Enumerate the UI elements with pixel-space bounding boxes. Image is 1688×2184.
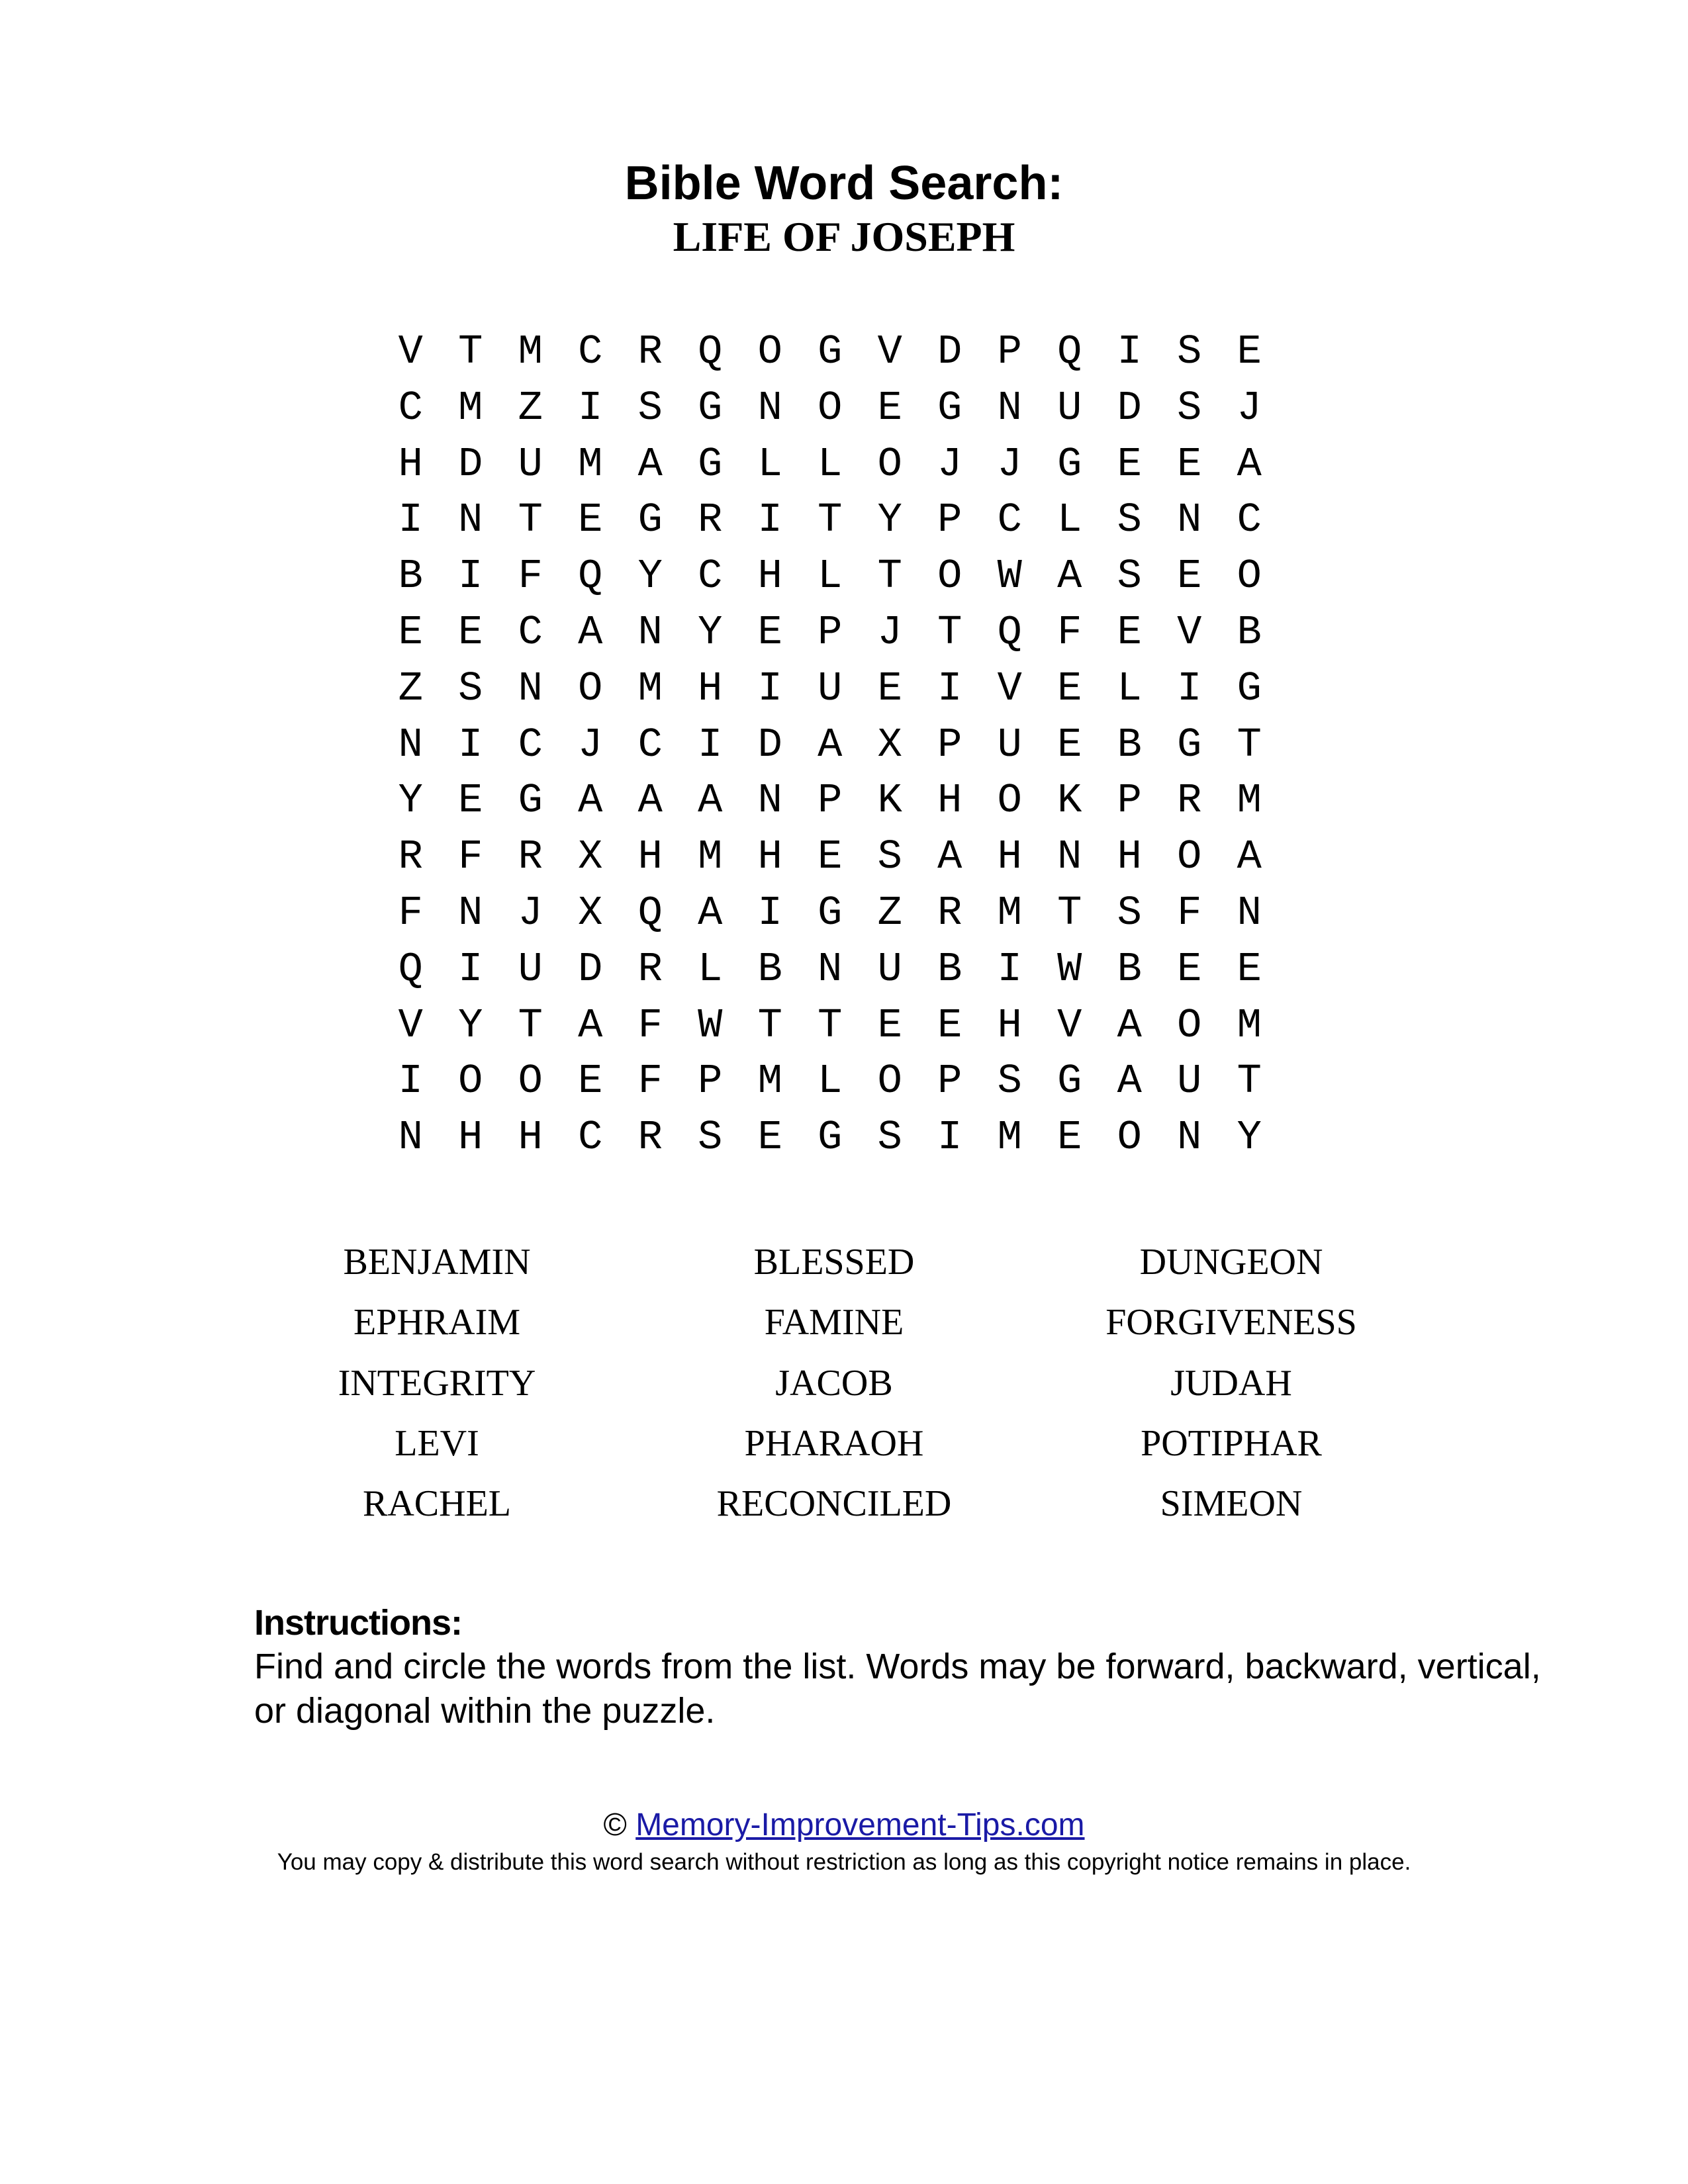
grid-letter: Y xyxy=(637,553,663,600)
grid-letter: H xyxy=(637,833,663,881)
word-list-item: POTIPHAR xyxy=(1141,1422,1322,1464)
grid-letter: E xyxy=(877,664,902,712)
grid-letter: C xyxy=(637,721,663,768)
grid-letter: H xyxy=(997,833,1022,881)
grid-letter: D xyxy=(937,328,962,375)
grid-letter: B xyxy=(1117,721,1142,768)
grid-letter: N xyxy=(1057,833,1082,881)
grid-letter: J xyxy=(1237,384,1262,432)
grid-letter: L xyxy=(818,553,843,600)
grid-letter: X xyxy=(578,889,603,936)
grid-letter: T xyxy=(1237,721,1262,768)
grid-letter: M xyxy=(757,1058,782,1105)
page-title: Bible Word Search: xyxy=(624,157,1064,210)
grid-letter: E xyxy=(1057,1114,1082,1161)
grid-letter: Q xyxy=(578,553,603,600)
grid-letter: G xyxy=(698,440,723,488)
grid-letter: F xyxy=(518,553,543,600)
grid-letter: H xyxy=(518,1114,543,1161)
grid-letter: G xyxy=(698,384,723,432)
grid-letter: B xyxy=(1117,945,1142,993)
grid-letter: A xyxy=(578,777,603,825)
grid-letter: C xyxy=(698,553,723,600)
grid-letter: O xyxy=(937,553,962,600)
grid-letter: G xyxy=(1237,664,1262,712)
grid-letter: X xyxy=(578,833,603,881)
grid-letter: M xyxy=(578,440,603,488)
grid-letter: C xyxy=(1237,496,1262,544)
grid-letter: F xyxy=(637,1058,663,1105)
grid-letter: N xyxy=(398,721,423,768)
grid-letter: O xyxy=(877,440,902,488)
grid-letter: T xyxy=(818,1001,843,1049)
grid-letter: M xyxy=(518,328,543,375)
grid-letter: E xyxy=(1057,664,1082,712)
grid-letter: H xyxy=(997,1001,1022,1049)
grid-letter: Z xyxy=(877,889,902,936)
grid-letter: R xyxy=(637,945,663,993)
grid-letter: A xyxy=(1117,1001,1142,1049)
grid-letter: I xyxy=(757,496,782,544)
grid-letter: T xyxy=(877,553,902,600)
grid-letter: T xyxy=(518,496,543,544)
grid-letter: G xyxy=(818,1114,843,1161)
grid-letter: Y xyxy=(877,496,902,544)
grid-letter: O xyxy=(1117,1114,1142,1161)
grid-letter: E xyxy=(1117,440,1142,488)
grid-letter: V xyxy=(1057,1001,1082,1049)
grid-letter: I xyxy=(997,945,1022,993)
grid-letter: J xyxy=(937,440,962,488)
grid-letter: F xyxy=(1177,889,1202,936)
grid-letter: U xyxy=(1177,1058,1202,1105)
grid-letter: K xyxy=(1057,777,1082,825)
grid-letter: N xyxy=(518,664,543,712)
word-list-item: PHARAOH xyxy=(744,1422,924,1464)
grid-letter: N xyxy=(757,384,782,432)
grid-letter: I xyxy=(458,553,483,600)
grid-letter: B xyxy=(757,945,782,993)
grid-letter: P xyxy=(937,1058,962,1105)
grid-letter: C xyxy=(578,328,603,375)
grid-letter: P xyxy=(997,328,1022,375)
grid-letter: H xyxy=(698,664,723,712)
grid-letter: W xyxy=(1057,945,1082,993)
grid-letter: N xyxy=(637,608,663,656)
grid-letter: A xyxy=(698,777,723,825)
grid-letter: Y xyxy=(398,777,423,825)
grid-letter: F xyxy=(458,833,483,881)
grid-letter: P xyxy=(937,721,962,768)
word-list-item: INTEGRITY xyxy=(338,1362,536,1404)
grid-letter: E xyxy=(1237,328,1262,375)
grid-letter: G xyxy=(818,328,843,375)
grid-letter: I xyxy=(578,384,603,432)
website-link[interactable]: Memory-Improvement-Tips.com xyxy=(635,1807,1085,1843)
grid-letter: Z xyxy=(518,384,543,432)
grid-letter: R xyxy=(698,496,723,544)
grid-letter: M xyxy=(1237,777,1262,825)
grid-letter: N xyxy=(1177,1114,1202,1161)
copyright-line xyxy=(0,1805,1688,1845)
grid-letter: I xyxy=(1177,664,1202,712)
grid-letter: S xyxy=(1177,328,1202,375)
grid-letter: S xyxy=(637,384,663,432)
grid-letter: A xyxy=(698,889,723,936)
grid-letter: N xyxy=(398,1114,423,1161)
grid-letter: J xyxy=(578,721,603,768)
grid-letter: N xyxy=(1177,496,1202,544)
grid-letter: T xyxy=(518,1001,543,1049)
grid-letter: I xyxy=(458,721,483,768)
grid-letter: H xyxy=(757,833,782,881)
grid-letter: E xyxy=(578,496,603,544)
grid-letter: S xyxy=(458,664,483,712)
grid-letter: S xyxy=(1117,553,1142,600)
grid-letter: X xyxy=(877,721,902,768)
grid-letter: R xyxy=(518,833,543,881)
grid-letter: O xyxy=(458,1058,483,1105)
grid-letter: L xyxy=(757,440,782,488)
grid-letter: A xyxy=(1237,440,1262,488)
grid-letter: I xyxy=(757,664,782,712)
grid-letter: W xyxy=(997,553,1022,600)
grid-letter: C xyxy=(518,608,543,656)
grid-letter: G xyxy=(637,496,663,544)
grid-letter: E xyxy=(877,1001,902,1049)
grid-letter: Q xyxy=(997,608,1022,656)
grid-letter: H xyxy=(757,553,782,600)
grid-letter: A xyxy=(937,833,962,881)
grid-letter: M xyxy=(637,664,663,712)
grid-letter: N xyxy=(458,889,483,936)
grid-letter: E xyxy=(1057,721,1082,768)
word-search-grid xyxy=(381,324,1281,1166)
grid-letter: U xyxy=(518,945,543,993)
grid-letter: D xyxy=(458,440,483,488)
grid-letter: E xyxy=(578,1058,603,1105)
grid-letter: V xyxy=(997,664,1022,712)
grid-letter: A xyxy=(637,440,663,488)
grid-letter: O xyxy=(818,384,843,432)
grid-letter: W xyxy=(698,1001,723,1049)
word-list-item: LEVI xyxy=(395,1422,479,1464)
grid-letter: O xyxy=(877,1058,902,1105)
grid-letter: D xyxy=(1117,384,1142,432)
instructions-heading: Instructions: xyxy=(254,1603,463,1643)
grid-letter: J xyxy=(877,608,902,656)
grid-letter: O xyxy=(1237,553,1262,600)
grid-letter: E xyxy=(1177,440,1202,488)
grid-letter: S xyxy=(877,833,902,881)
grid-letter: Z xyxy=(398,664,423,712)
grid-letter: D xyxy=(578,945,603,993)
grid-letter: I xyxy=(458,945,483,993)
word-list-item: JUDAH xyxy=(1170,1362,1292,1404)
grid-letter: I xyxy=(698,721,723,768)
grid-letter: O xyxy=(757,328,782,375)
grid-letter: N xyxy=(458,496,483,544)
grid-letter: I xyxy=(398,496,423,544)
word-list-item: JACOB xyxy=(775,1362,893,1404)
grid-letter: M xyxy=(698,833,723,881)
grid-letter: R xyxy=(637,1114,663,1161)
grid-letter: F xyxy=(398,889,423,936)
grid-letter: U xyxy=(997,721,1022,768)
word-list-item: BLESSED xyxy=(753,1242,915,1283)
grid-letter: I xyxy=(937,1114,962,1161)
grid-letter: E xyxy=(757,608,782,656)
grid-letter: E xyxy=(757,1114,782,1161)
grid-letter: Q xyxy=(1057,328,1082,375)
grid-letter: G xyxy=(818,889,843,936)
grid-letter: N xyxy=(997,384,1022,432)
grid-letter: V xyxy=(398,328,423,375)
grid-letter: E xyxy=(1237,945,1262,993)
grid-letter: F xyxy=(637,1001,663,1049)
grid-letter: U xyxy=(518,440,543,488)
grid-letter: G xyxy=(1057,1058,1082,1105)
grid-letter: O xyxy=(1177,833,1202,881)
grid-letter: A xyxy=(578,1001,603,1049)
word-list-item: RACHEL xyxy=(363,1483,511,1525)
grid-letter: I xyxy=(1117,328,1142,375)
instructions-text: Find and circle the words from the list. Words may be forward, backward, vertical, or diagonal within the puzzle. xyxy=(254,1647,1541,1731)
grid-letter: N xyxy=(757,777,782,825)
word-list-item: DUNGEON xyxy=(1139,1242,1323,1283)
grid-letter: L xyxy=(818,440,843,488)
grid-letter: E xyxy=(1117,608,1142,656)
page-subtitle: LIFE OF JOSEPH xyxy=(673,213,1015,260)
grid-letter: P xyxy=(818,777,843,825)
word-list-item: SIMEON xyxy=(1160,1483,1303,1525)
grid-letter: H xyxy=(398,440,423,488)
grid-letter: A xyxy=(1057,553,1082,600)
grid-letter: K xyxy=(877,777,902,825)
grid-letter: S xyxy=(1117,889,1142,936)
grid-letter: F xyxy=(1057,608,1082,656)
grid-letter: B xyxy=(398,553,423,600)
grid-letter: A xyxy=(818,721,843,768)
grid-letter: H xyxy=(1117,833,1142,881)
grid-letter: E xyxy=(458,608,483,656)
grid-letter: H xyxy=(937,777,962,825)
grid-letter: P xyxy=(1117,777,1142,825)
grid-letter: A xyxy=(1117,1058,1142,1105)
grid-letter: T xyxy=(458,328,483,375)
grid-letter: O xyxy=(518,1058,543,1105)
grid-letter: E xyxy=(937,1001,962,1049)
word-list-item: RECONCILED xyxy=(716,1483,952,1525)
grid-letter: Q xyxy=(637,889,663,936)
grid-letter: A xyxy=(1237,833,1262,881)
grid-letter: N xyxy=(818,945,843,993)
grid-letter: S xyxy=(698,1114,723,1161)
grid-letter: T xyxy=(937,608,962,656)
grid-letter: I xyxy=(398,1058,423,1105)
grid-letter: C xyxy=(398,384,423,432)
grid-letter: Y xyxy=(698,608,723,656)
grid-letter: J xyxy=(518,889,543,936)
grid-letter: E xyxy=(458,777,483,825)
grid-letter: B xyxy=(1237,608,1262,656)
grid-letter: E xyxy=(398,608,423,656)
grid-letter: M xyxy=(997,1114,1022,1161)
word-list-item: FAMINE xyxy=(764,1302,904,1343)
word-list-item: BENJAMIN xyxy=(343,1242,531,1283)
grid-letter: O xyxy=(1177,1001,1202,1049)
grid-letter: S xyxy=(997,1058,1022,1105)
grid-letter: T xyxy=(818,496,843,544)
grid-letter: L xyxy=(818,1058,843,1105)
grid-letter: T xyxy=(757,1001,782,1049)
grid-letter: V xyxy=(398,1001,423,1049)
grid-letter: N xyxy=(1237,889,1262,936)
grid-letter: L xyxy=(1057,496,1082,544)
grid-letter: S xyxy=(1177,384,1202,432)
grid-letter: M xyxy=(997,889,1022,936)
grid-letter: V xyxy=(877,328,902,375)
grid-letter: E xyxy=(877,384,902,432)
grid-letter: S xyxy=(1117,496,1142,544)
grid-letter: T xyxy=(1057,889,1082,936)
grid-letter: M xyxy=(458,384,483,432)
grid-letter: G xyxy=(518,777,543,825)
copyright-symbol: © xyxy=(603,1807,627,1843)
grid-letter: R xyxy=(637,328,663,375)
grid-letter: E xyxy=(1177,945,1202,993)
grid-letter: D xyxy=(757,721,782,768)
grid-letter: C xyxy=(578,1114,603,1161)
grid-letter: Q xyxy=(698,328,723,375)
grid-letter: M xyxy=(1237,1001,1262,1049)
grid-letter: G xyxy=(1177,721,1202,768)
grid-letter: C xyxy=(997,496,1022,544)
grid-letter: C xyxy=(518,721,543,768)
grid-letter: P xyxy=(698,1058,723,1105)
copyright-notice: You may copy & distribute this word search without restriction as long as this copyright notice remains in place. xyxy=(277,1849,1411,1875)
grid-letter: E xyxy=(1177,553,1202,600)
grid-letter: R xyxy=(1177,777,1202,825)
grid-letter: L xyxy=(1117,664,1142,712)
grid-letter: R xyxy=(398,833,423,881)
grid-letter: G xyxy=(1057,440,1082,488)
grid-letter: U xyxy=(1057,384,1082,432)
grid-letter: E xyxy=(818,833,843,881)
grid-letter: U xyxy=(877,945,902,993)
word-list-item: EPHRAIM xyxy=(353,1302,521,1343)
grid-letter: S xyxy=(877,1114,902,1161)
grid-letter: P xyxy=(818,608,843,656)
grid-letter: Y xyxy=(1237,1114,1262,1161)
grid-letter: J xyxy=(997,440,1022,488)
grid-letter: H xyxy=(458,1114,483,1161)
grid-letter: I xyxy=(937,664,962,712)
grid-letter: A xyxy=(578,608,603,656)
grid-letter: V xyxy=(1177,608,1202,656)
grid-letter: I xyxy=(757,889,782,936)
word-list xyxy=(238,1232,1430,1534)
grid-letter: U xyxy=(818,664,843,712)
grid-letter: Y xyxy=(458,1001,483,1049)
grid-letter: O xyxy=(997,777,1022,825)
grid-letter: R xyxy=(937,889,962,936)
grid-letter: O xyxy=(578,664,603,712)
grid-letter: L xyxy=(698,945,723,993)
grid-letter: P xyxy=(937,496,962,544)
grid-letter: T xyxy=(1237,1058,1262,1105)
grid-letter: G xyxy=(937,384,962,432)
word-list-item: FORGIVENESS xyxy=(1105,1302,1357,1343)
grid-letter: B xyxy=(937,945,962,993)
grid-letter: Q xyxy=(398,945,423,993)
grid-letter: A xyxy=(637,777,663,825)
